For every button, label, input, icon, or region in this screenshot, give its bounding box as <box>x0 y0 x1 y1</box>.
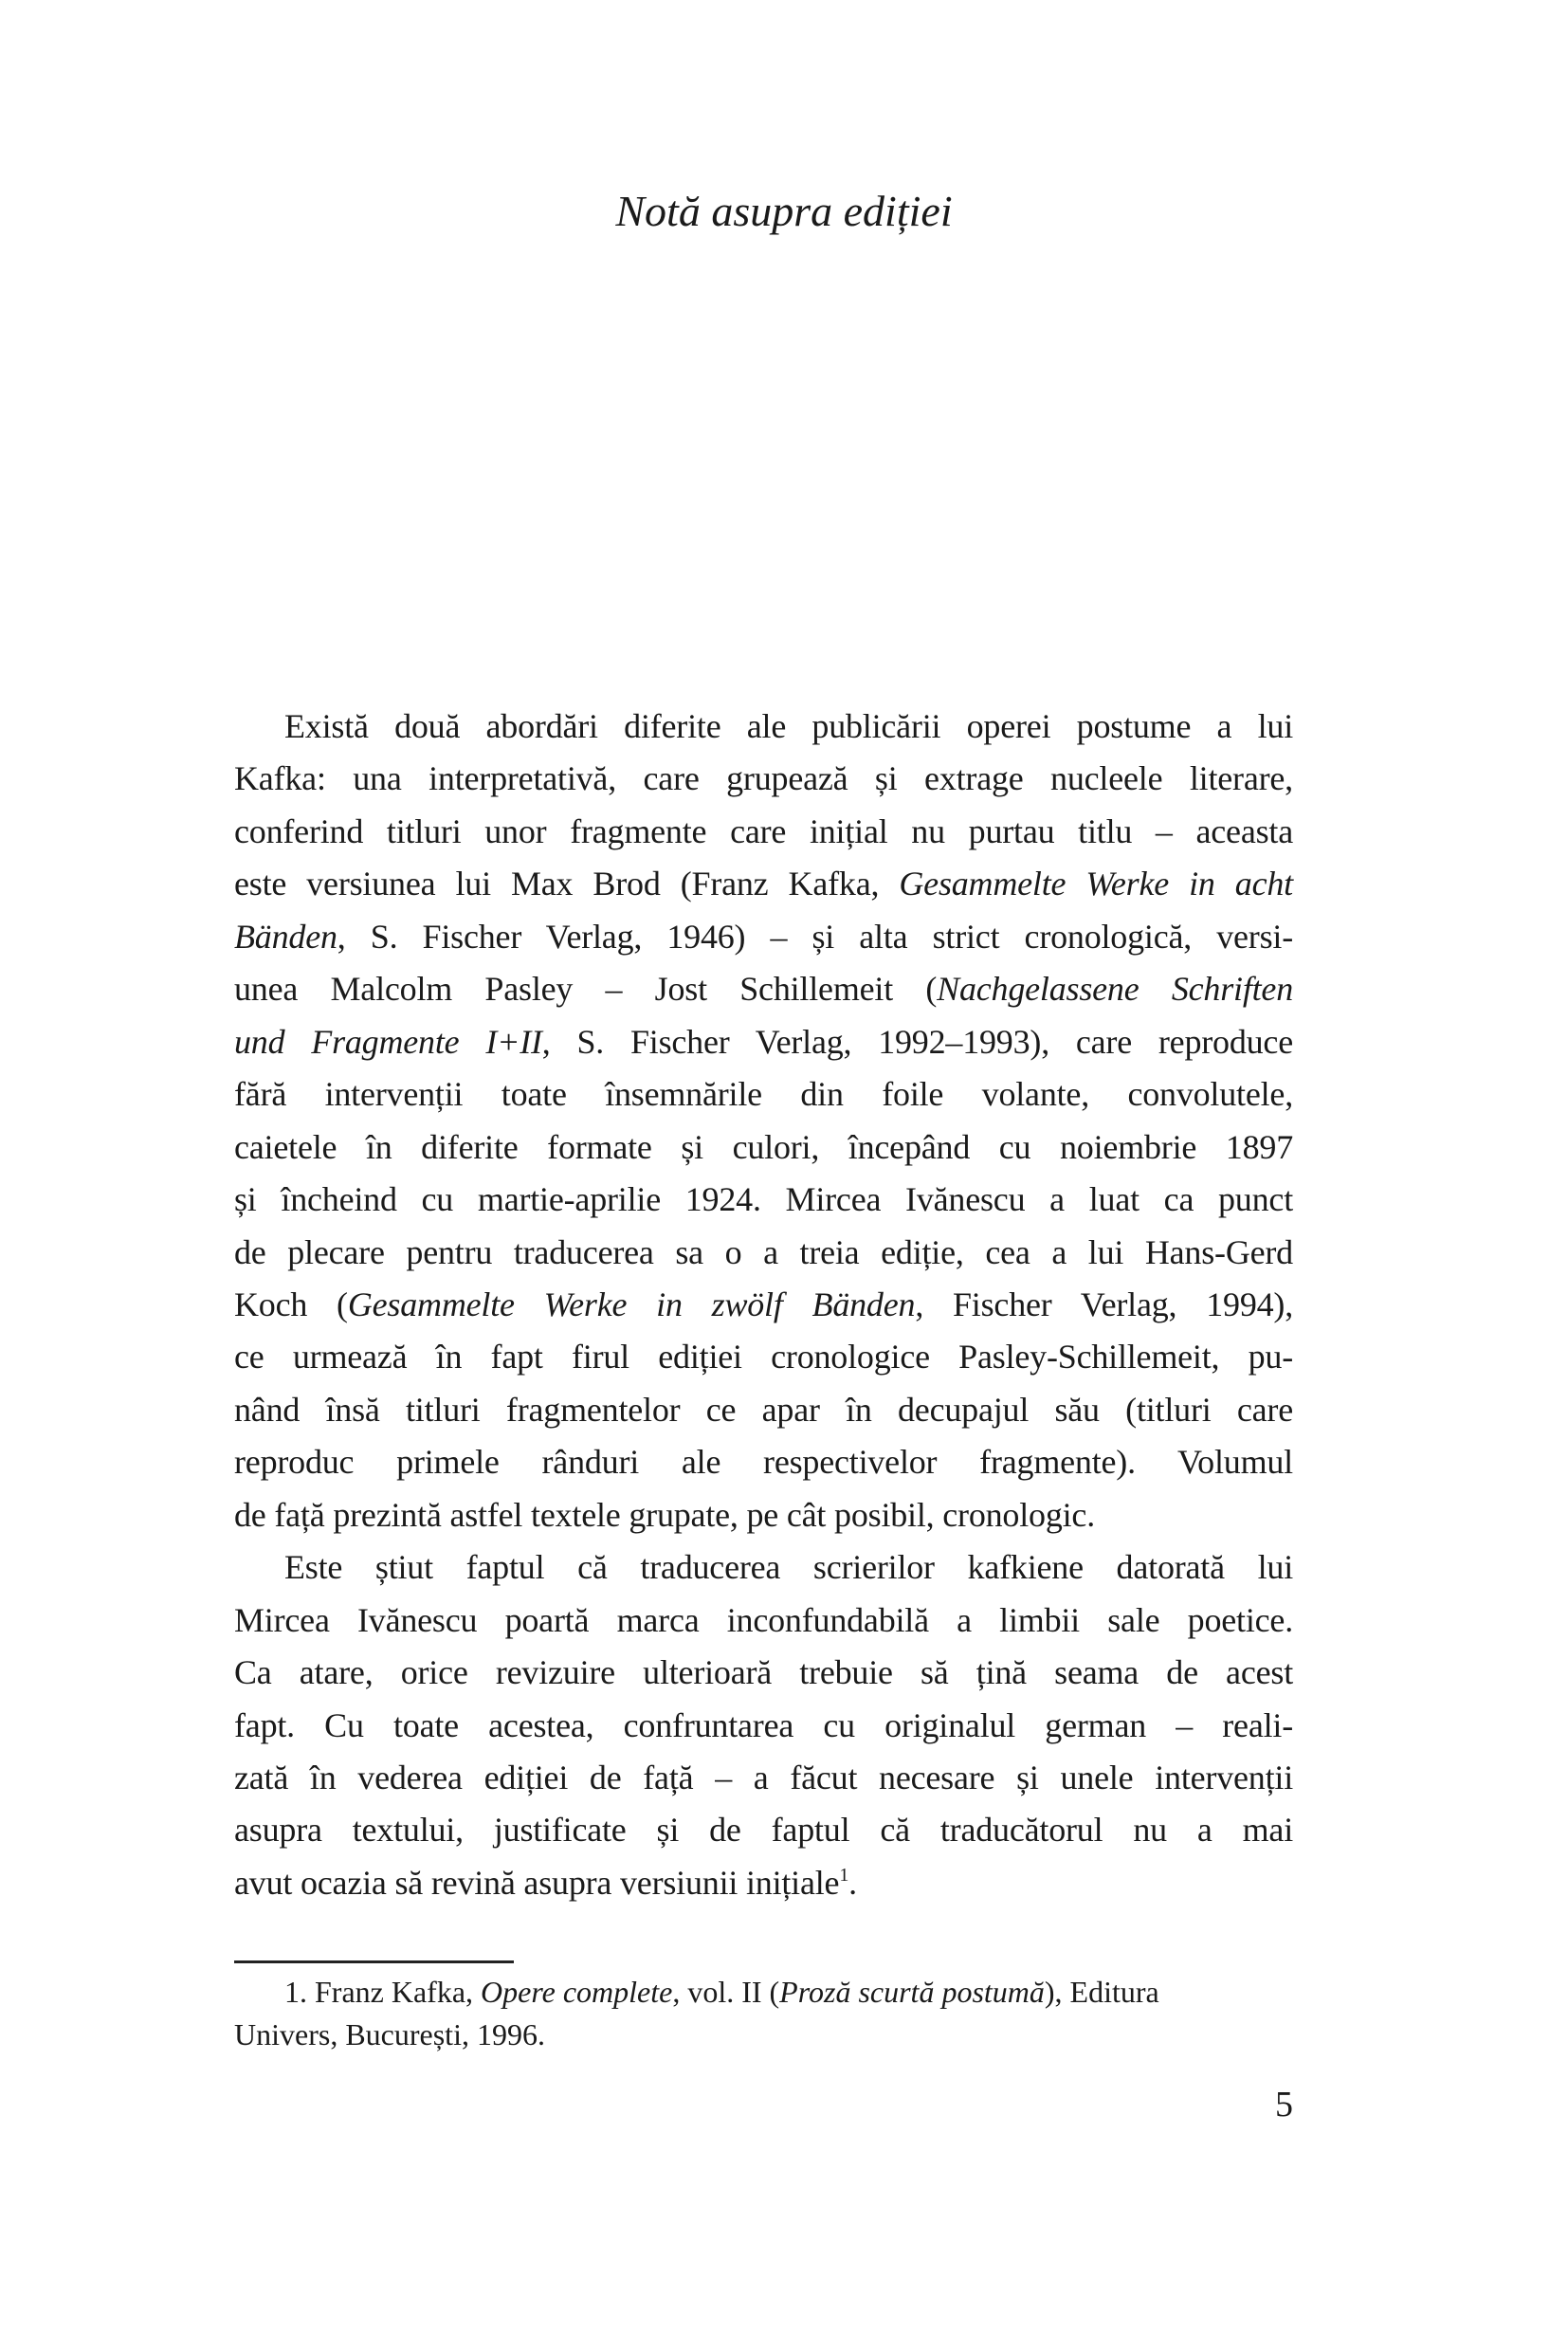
italic-text: Gesammelte Werke in zwölf Bänden <box>347 1285 916 1323</box>
page-title: Notă asupra ediției <box>615 187 953 235</box>
text-line <box>234 1180 1293 1218</box>
text-line <box>234 1128 1293 1166</box>
text-line <box>234 1075 1293 1113</box>
text-segment: unea Malcolm Pasley – Jost Schillemeit ( <box>234 970 938 1008</box>
text-segment: Ca atare, orice revizuire ulterioară trebuie să țină seama de acest <box>234 1653 1293 1691</box>
text-segment: caietele în diferite formate și culori, începând cu noiembrie 1897 <box>234 1128 1293 1166</box>
text-segment: conferind titluri unor fragmente care inițial nu purtau titlu – aceasta <box>234 812 1293 850</box>
text-segment: , S. Fischer Verlag, 1992–1993), care reproduce <box>541 1023 1293 1061</box>
text-line <box>234 1706 1293 1744</box>
text-line <box>284 707 1293 745</box>
text-line <box>234 1443 1293 1481</box>
footnote-divider <box>234 1960 514 1963</box>
text-line <box>234 1496 1293 1534</box>
text-segment: Mircea Ivănescu poartă marca inconfundabilă a limbii sale poetice. <box>234 1601 1293 1639</box>
text-line <box>284 1548 1293 1586</box>
text-segment: de față prezintă astfel textele grupate, pe cât posibil, cronologic. <box>234 1496 1096 1534</box>
text-segment: Kafka: una interpretativă, care grupează și extrage nucleele literare, <box>234 759 1293 797</box>
footnote-reference: 1 <box>839 1865 849 1886</box>
text-line <box>234 1023 1293 1061</box>
text-line <box>234 1233 1293 1271</box>
text-segment: avut ocazia să revină asupra versiunii inițiale <box>234 1864 840 1902</box>
text-line <box>234 1601 1293 1639</box>
text-line <box>234 865 1293 903</box>
italic-text: und Fragmente I+II <box>234 1023 542 1061</box>
text-line <box>234 1864 1293 1902</box>
text-segment: ), Editura <box>1044 1975 1159 2009</box>
text-segment: și încheind cu martie-aprilie 1924. Mircea Ivănescu a luat ca punct <box>234 1180 1293 1218</box>
text-segment: , S. Fischer Verlag, 1946) – și alta strict cronologică, versi- <box>337 918 1293 956</box>
text-line <box>234 970 1293 1008</box>
text-segment: . <box>848 1864 857 1902</box>
italic-text: Bänden <box>234 918 337 956</box>
text-segment: zată în vederea ediției de față – a făcut necesare și unele intervenții <box>234 1759 1293 1796</box>
text-line <box>284 1975 1293 2009</box>
italic-text: Nachgelassene Schriften <box>937 970 1293 1008</box>
text-segment: Koch ( <box>234 1285 348 1323</box>
text-segment: reproduc primele rânduri ale respectivelor fragmente). Volumul <box>234 1443 1293 1481</box>
text-segment: ce urmează în fapt firul ediției cronologice Pasley-Schillemeit, pu- <box>234 1338 1293 1376</box>
text-segment: este versiunea lui Max Brod (Franz Kafka, <box>234 865 900 903</box>
text-segment: Univers, București, 1996. <box>234 2017 545 2051</box>
text-line <box>234 2017 1293 2051</box>
text-segment: , vol. II ( <box>672 1975 780 2009</box>
text-line <box>234 812 1293 850</box>
italic-text: Opere complete <box>481 1975 673 2009</box>
italic-text: Gesammelte Werke in acht <box>899 865 1293 903</box>
text-line <box>234 759 1293 797</box>
text-segment: nând însă titluri fragmentelor ce apar în decupajul său (titluri care <box>234 1391 1293 1429</box>
text-segment: Există două abordări diferite ale publicării operei postume a lui <box>284 707 1293 745</box>
text-line <box>234 918 1293 956</box>
text-line <box>234 1285 1293 1323</box>
text-line <box>234 1391 1293 1429</box>
text-segment: de plecare pentru traducerea sa o a treia ediție, cea a lui Hans-Gerd <box>234 1233 1293 1271</box>
text-segment: 1. Franz Kafka, <box>284 1975 482 2009</box>
text-line <box>234 1811 1293 1849</box>
text-segment: fără intervenții toate însemnările din foile volante, convolutele, <box>234 1075 1293 1113</box>
text-segment: , Fischer Verlag, 1994), <box>915 1285 1294 1323</box>
text-segment: fapt. Cu toate acestea, confruntarea cu originalul german – reali- <box>234 1706 1293 1744</box>
italic-text: Proză scurtă postumă <box>779 1975 1045 2009</box>
text-line <box>234 1759 1293 1796</box>
text-line <box>234 1653 1293 1691</box>
page-number: 5 <box>1275 2085 1293 2124</box>
text-line <box>234 1338 1293 1376</box>
text-segment: asupra textului, justificate și de faptul că traducătorul nu a mai <box>234 1811 1293 1849</box>
text-segment: Este știut faptul că traducerea scrierilor kafkiene datorată lui <box>284 1548 1293 1586</box>
